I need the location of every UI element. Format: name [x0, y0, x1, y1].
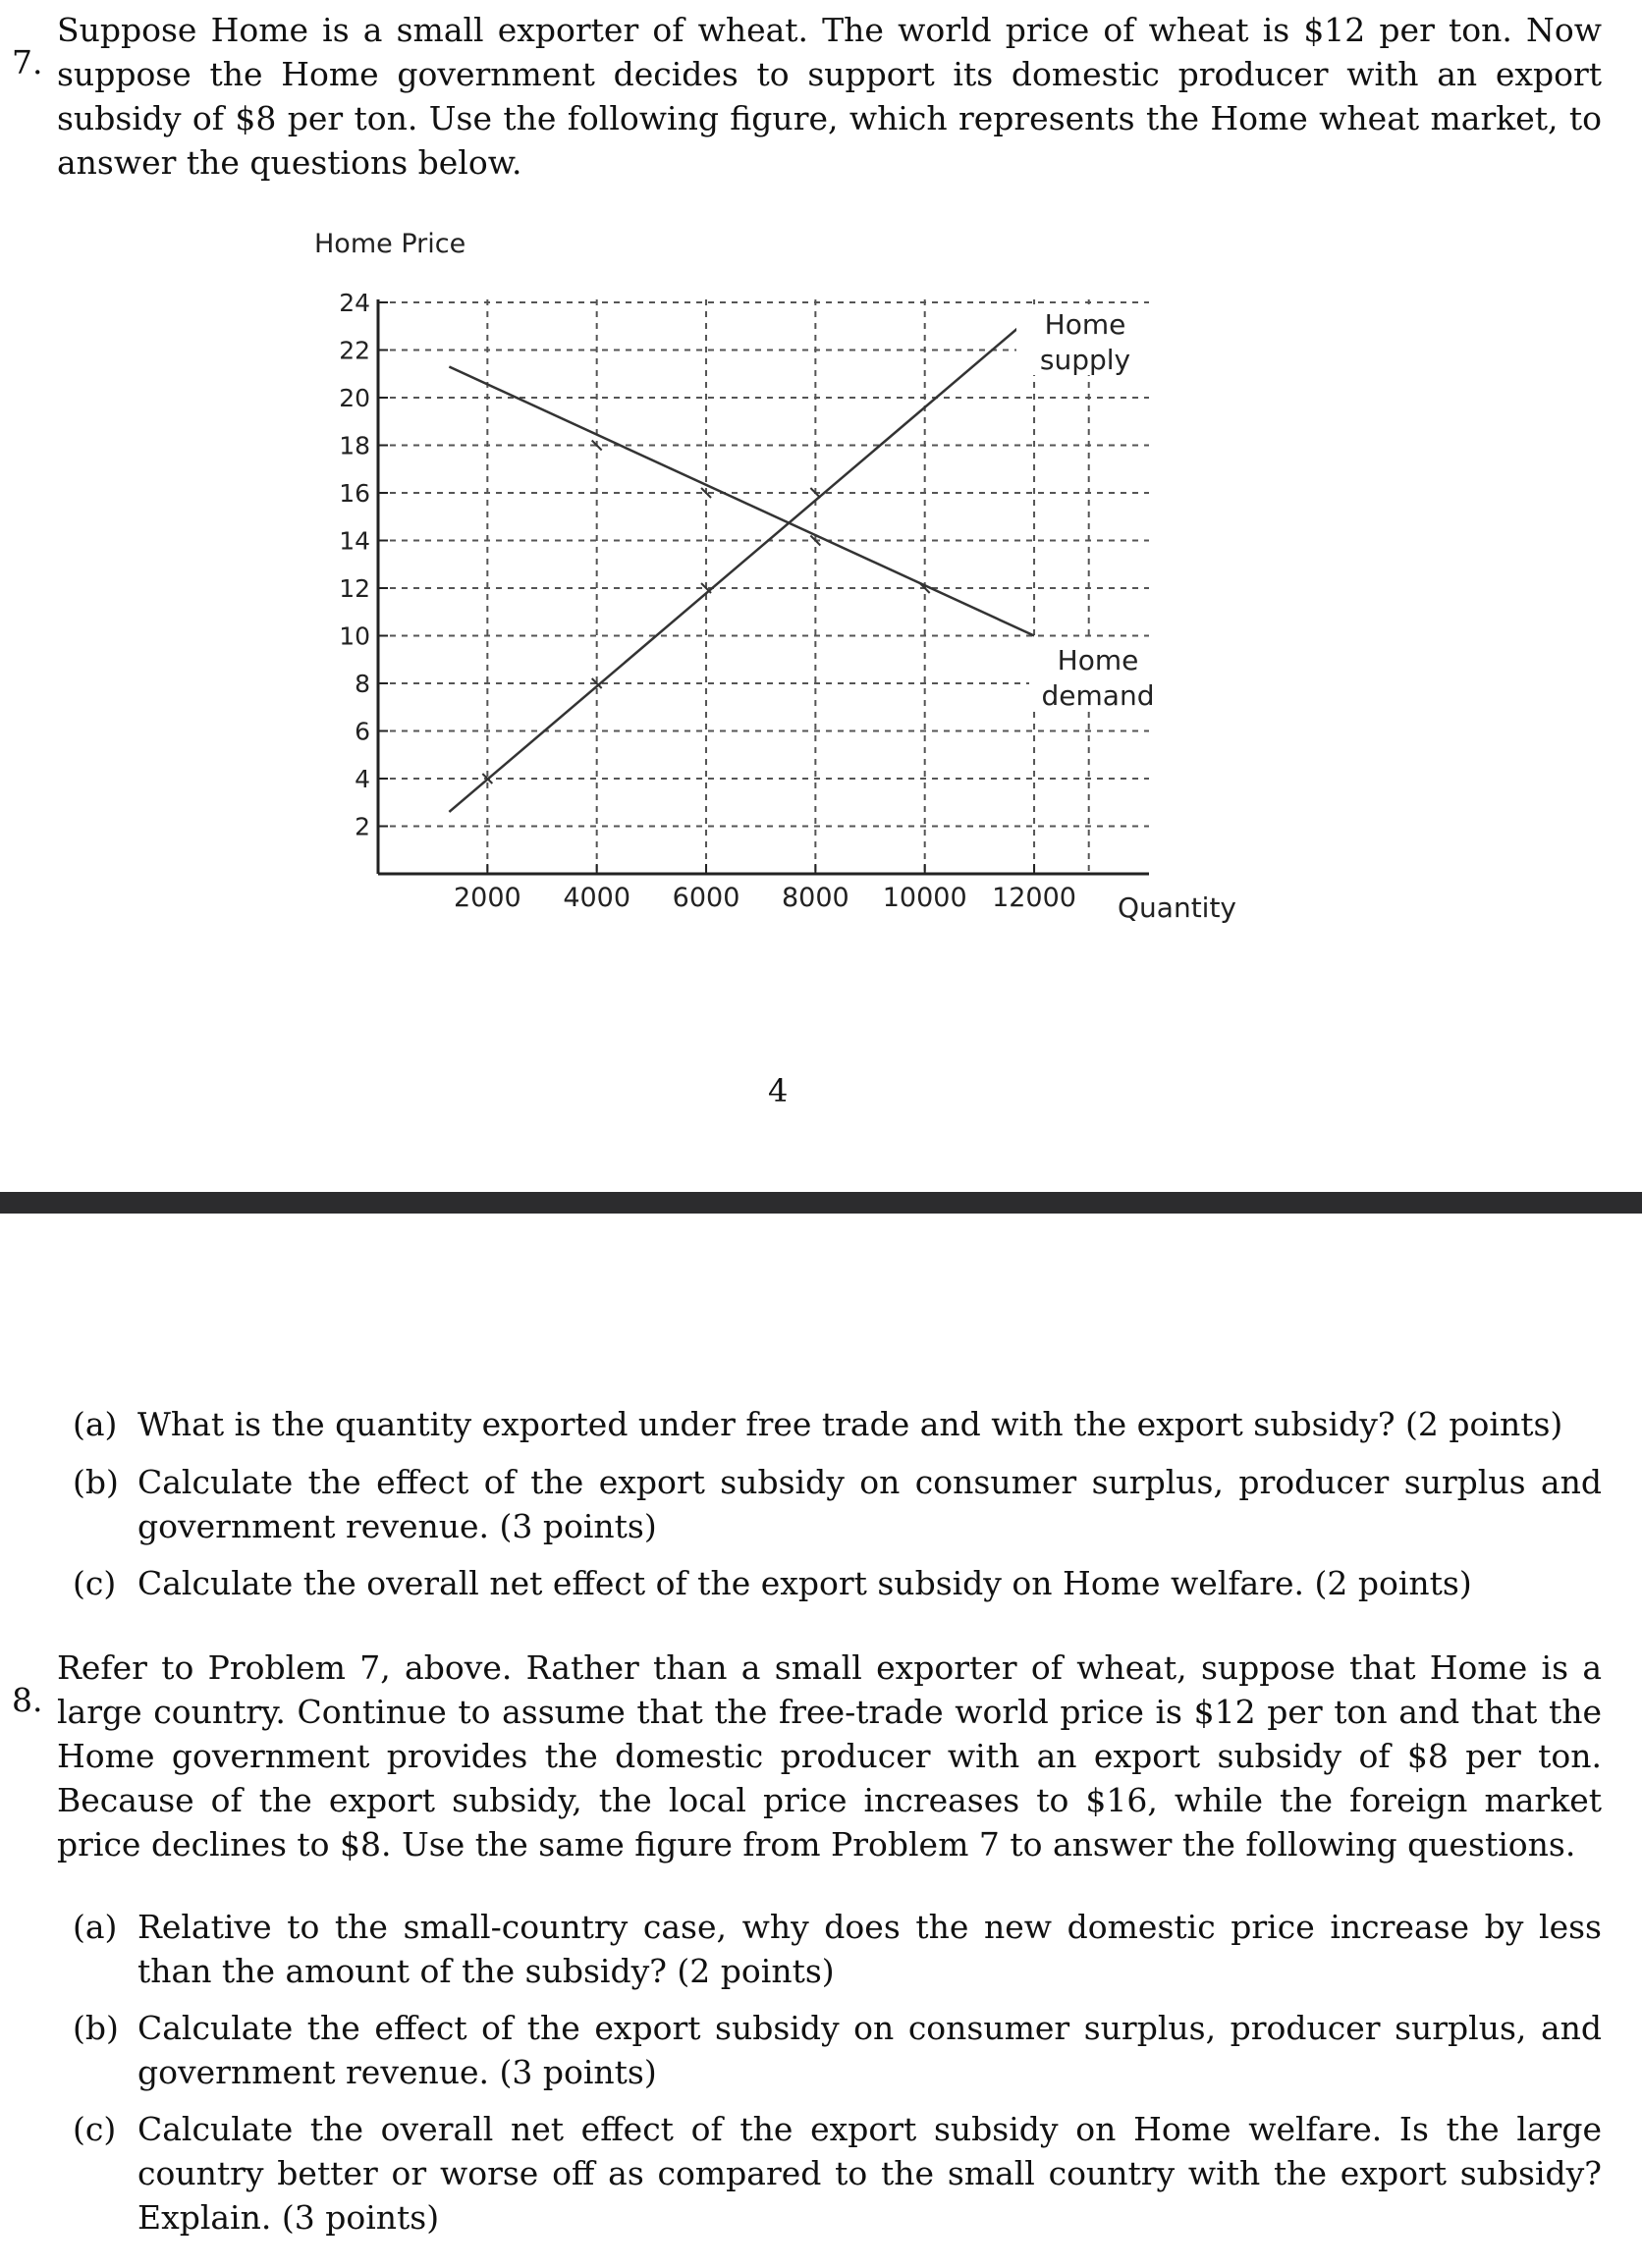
- y-tick-label-2: 2: [355, 812, 370, 841]
- home-demand-curve: [449, 366, 1034, 635]
- home-demand-label-line-1: demand: [1041, 679, 1155, 712]
- x-axis-label: Quantity: [1118, 891, 1236, 924]
- home-supply-label-line-1: supply: [1039, 344, 1131, 376]
- chart-series: [449, 314, 1034, 812]
- chart-ticks: [339, 289, 1076, 913]
- x-tick-label-2000: 2000: [453, 883, 521, 913]
- y-axis-label: Home Price: [314, 229, 466, 259]
- chart-grid: [378, 299, 1149, 874]
- q8-number: 8.: [12, 1681, 43, 1719]
- y-tick-label-4: 4: [355, 765, 370, 793]
- q7-part-c-label: (c): [73, 1564, 117, 1602]
- q7-part-a-label: (a): [73, 1405, 118, 1443]
- y-tick-label-10: 10: [339, 621, 370, 651]
- y-tick-label-18: 18: [339, 431, 370, 460]
- x-tick-label-6000: 6000: [672, 883, 740, 913]
- q8-part-a-label: (a): [73, 1908, 118, 1946]
- q8-text: Refer to Problem 7, above. Rather than a small exporter of wheat, suppose that Home is a large country. Continue to assume that the free-trade world price is $12 per ton and that the Home government provides the domestic producer with an export subsidy of $8 per ton. Because of the export subsidy, the local price increases to $16, while the foreign market price declines to $8. Use the same figure from Problem 7 to answer the following questions.: [57, 1648, 1602, 1863]
- y-tick-label-20: 20: [339, 384, 370, 412]
- supply-demand-chart: [0, 0, 1642, 982]
- q8-part-a-text: Relative to the small-country case, why does the new domestic price increase by less than the amount of the subsidy? (2 points): [137, 1908, 1602, 1990]
- q8-part-c-label: (c): [73, 2110, 117, 2148]
- home-supply-curve: [449, 314, 1034, 812]
- q7-part-b-label: (b): [73, 1463, 119, 1501]
- chart-labels: [1016, 304, 1167, 712]
- q7-part-a-text: What is the quantity exported under free trade and with the export subsidy? (2 points): [137, 1405, 1563, 1443]
- x-tick-label-10000: 10000: [882, 883, 967, 913]
- home-supply-label-line-0: Home: [1044, 308, 1126, 341]
- page-number: 4: [768, 1072, 789, 1109]
- x-tick-label-8000: 8000: [782, 883, 849, 913]
- y-tick-label-12: 12: [339, 574, 370, 603]
- q8-part-b-text: Calculate the effect of the export subsidy on consumer surplus, producer surplus, and government revenue. (3 points): [137, 2009, 1602, 2091]
- y-tick-label-14: 14: [339, 526, 370, 556]
- q7-text: Suppose Home is a small exporter of wheat. The world price of wheat is $12 per ton. Now suppose the Home government decides to support its domestic producer with an export subsidy of $8 per ton. Use the following figure, which represents the Home wheat market, to answer the questions below.: [57, 11, 1602, 182]
- page-divider: [0, 1192, 1642, 1214]
- home-demand-label-line-0: Home: [1057, 644, 1139, 676]
- y-tick-label-24: 24: [339, 289, 370, 317]
- y-tick-label-22: 22: [339, 336, 370, 365]
- q7-number: 7.: [12, 43, 43, 81]
- q7-part-c-text: Calculate the overall net effect of the export subsidy on Home welfare. (2 points): [137, 1564, 1472, 1602]
- x-tick-label-4000: 4000: [563, 883, 631, 913]
- y-tick-label-6: 6: [355, 717, 370, 746]
- q7-part-b-text: Calculate the effect of the export subsidy on consumer surplus, producer surplus and government revenue. (3 points): [137, 1463, 1602, 1545]
- y-tick-label-16: 16: [339, 479, 370, 508]
- q8-part-c-text: Calculate the overall net effect of the export subsidy on Home welfare. Is the large country better or worse off as compared to the small country with the export subsidy? Explain. (3 points): [137, 2110, 1602, 2237]
- y-tick-label-8: 8: [355, 670, 370, 698]
- q8-part-b-label: (b): [73, 2009, 119, 2047]
- x-tick-label-12000: 12000: [992, 883, 1076, 913]
